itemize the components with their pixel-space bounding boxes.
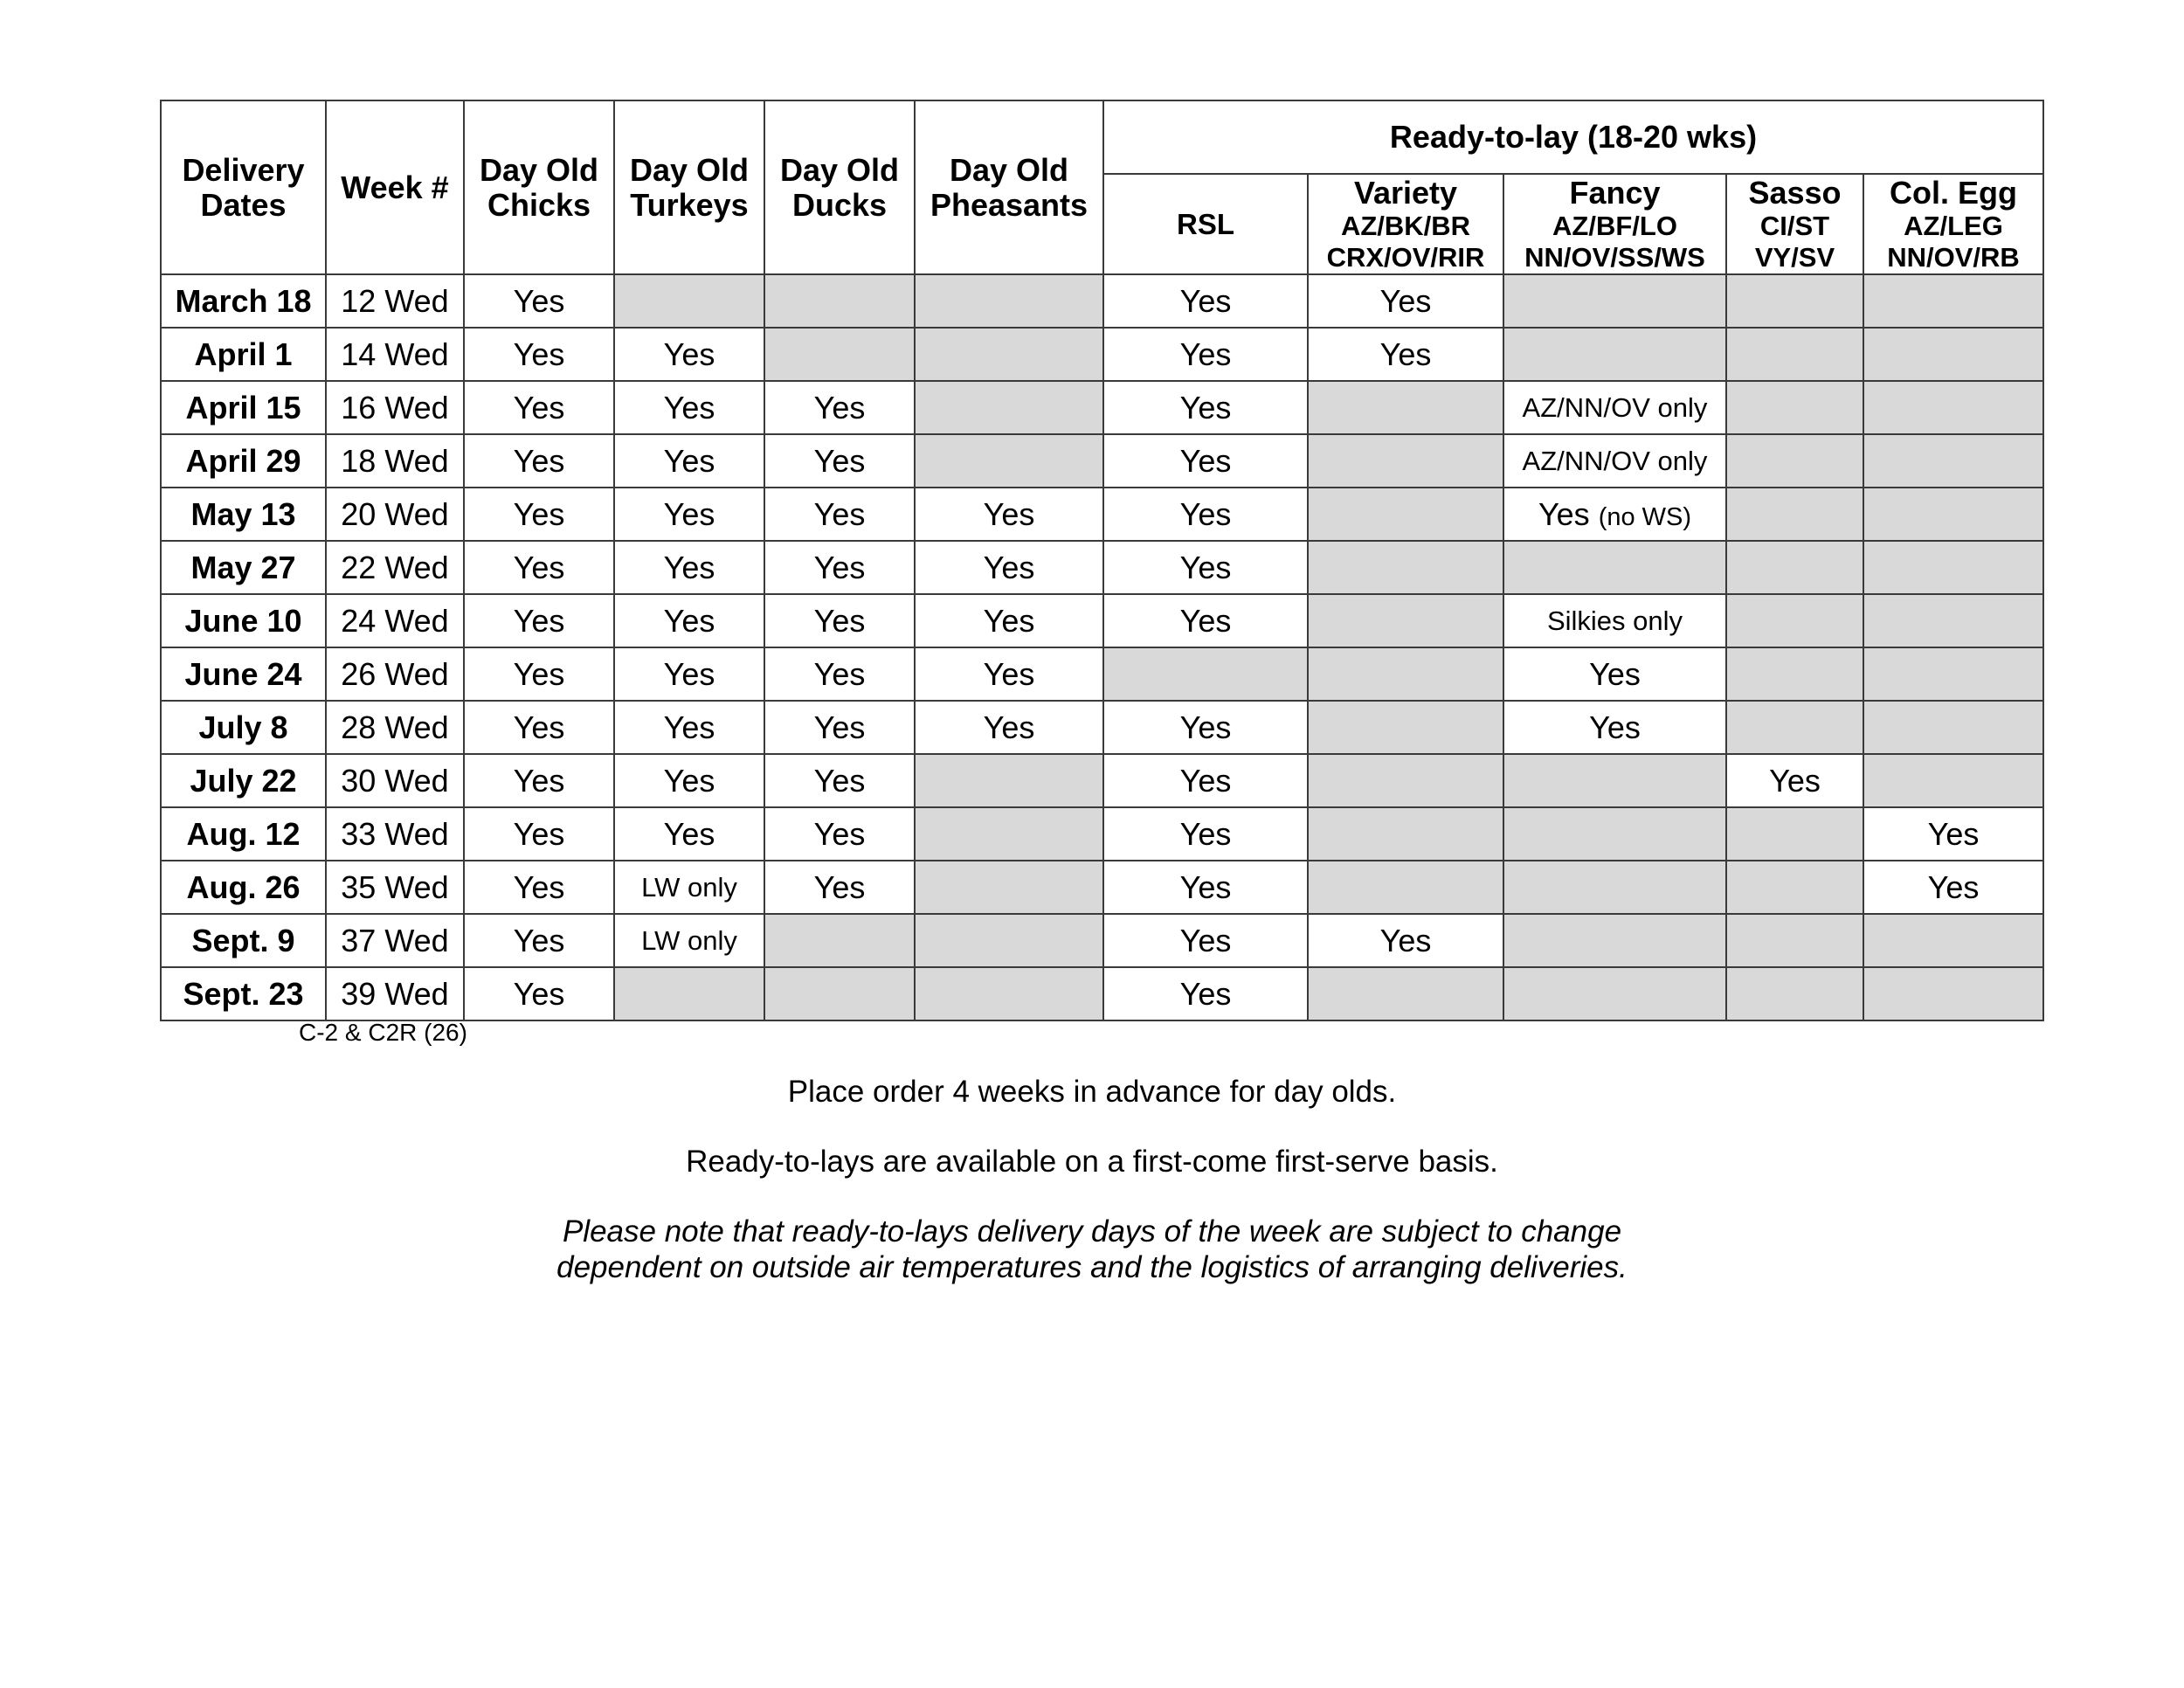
cell-chicks: Yes: [464, 488, 614, 541]
cell-turkeys: Yes: [614, 381, 764, 434]
cell-pheasants: [915, 754, 1103, 807]
cell-delivery-date: Aug. 26: [161, 861, 326, 914]
cell-week: 39 Wed: [326, 967, 464, 1020]
cell-ducks: Yes: [764, 488, 915, 541]
header-variety-breeds-2: CRX/OV/RIR: [1326, 241, 1485, 273]
header-ready-to-lay: Ready-to-lay (18-20 wks): [1103, 100, 2043, 174]
cell-sasso: [1726, 541, 1863, 594]
cell-chicks: Yes: [464, 807, 614, 861]
header-fancy-breeds-2: NN/OV/SS/WS: [1524, 241, 1705, 273]
cell-pheasants: Yes: [915, 541, 1103, 594]
header-delivery-dates-line1: Delivery: [182, 151, 305, 188]
table-header: [161, 100, 2043, 274]
cell-sasso: [1726, 274, 1863, 328]
cell-sasso: [1726, 914, 1863, 967]
table-row: [161, 967, 2043, 1020]
table-row: [161, 914, 2043, 967]
order-note: Place order 4 weeks in advance for day olds.: [787, 1075, 1397, 1109]
cell-delivery-date: June 24: [161, 647, 326, 701]
cell-fancy: AZ/NN/OV only: [1503, 434, 1726, 488]
cell-chicks: Yes: [464, 967, 614, 1020]
cell-rsl: Yes: [1103, 381, 1308, 434]
cell-ducks: [764, 274, 915, 328]
cell-fancy: [1503, 488, 1726, 541]
cell-variety: [1308, 861, 1503, 914]
cell-pheasants: [915, 967, 1103, 1020]
cell-pheasants: [915, 381, 1103, 434]
cell-ducks: Yes: [764, 754, 915, 807]
cell-pheasants: [915, 861, 1103, 914]
cell-value: Yes: [1538, 495, 1599, 532]
cell-ducks: Yes: [764, 594, 915, 647]
header-sasso-breeds-1: CI/ST: [1759, 210, 1830, 241]
table-row: [161, 328, 2043, 381]
cell-chicks: Yes: [464, 647, 614, 701]
cell-pheasants: [915, 328, 1103, 381]
cell-turkeys: Yes: [614, 488, 764, 541]
cell-fancy: [1503, 967, 1726, 1020]
cell-rsl: Yes: [1103, 274, 1308, 328]
cell-col-egg: [1863, 594, 2043, 647]
cell-col-egg: Yes: [1863, 861, 2043, 914]
cell-variety: [1308, 647, 1503, 701]
cell-week: 37 Wed: [326, 914, 464, 967]
header-fancy-breeds-1: AZ/BF/LO: [1552, 210, 1677, 241]
cell-chicks: Yes: [464, 701, 614, 754]
cell-delivery-date: Sept. 9: [161, 914, 326, 967]
cell-pheasants: [915, 914, 1103, 967]
cell-pheasants: Yes: [915, 701, 1103, 754]
cell-fancy: AZ/NN/OV only: [1503, 381, 1726, 434]
header-turkeys-line1: Day Old: [629, 151, 750, 188]
cell-sasso: [1726, 647, 1863, 701]
header-ducks: [764, 100, 915, 274]
cell-delivery-date: May 13: [161, 488, 326, 541]
cell-week: 33 Wed: [326, 807, 464, 861]
cell-chicks: Yes: [464, 914, 614, 967]
cell-delivery-date: March 18: [161, 274, 326, 328]
cell-fancy: [1503, 914, 1726, 967]
cell-week: 14 Wed: [326, 328, 464, 381]
table-row: [161, 381, 2043, 434]
cell-rsl: Yes: [1103, 701, 1308, 754]
cell-turkeys: [614, 274, 764, 328]
cell-week: 18 Wed: [326, 434, 464, 488]
cell-rsl: Yes: [1103, 434, 1308, 488]
cell-fancy: [1503, 754, 1726, 807]
cell-ducks: Yes: [764, 434, 915, 488]
cell-rsl: Yes: [1103, 754, 1308, 807]
cell-turkeys: Yes: [614, 541, 764, 594]
cell-turkeys: Yes: [614, 328, 764, 381]
cell-fancy: Silkies only: [1503, 594, 1726, 647]
cell-delivery-date: Sept. 23: [161, 967, 326, 1020]
cell-ducks: Yes: [764, 647, 915, 701]
cell-delivery-date: April 1: [161, 328, 326, 381]
cell-sasso: [1726, 434, 1863, 488]
header-pheasants: [915, 100, 1103, 274]
form-code: C-2 & C2R (26): [299, 1019, 467, 1046]
cell-pheasants: [915, 807, 1103, 861]
availability-note: Ready-to-lays are available on a first-come first-serve basis.: [686, 1145, 1498, 1179]
cell-ducks: Yes: [764, 701, 915, 754]
cell-delivery-date: Aug. 12: [161, 807, 326, 861]
cell-week: 20 Wed: [326, 488, 464, 541]
header-turkeys: [614, 100, 764, 274]
table-row: [161, 701, 2043, 754]
cell-ducks: [764, 914, 915, 967]
cell-variety: [1308, 434, 1503, 488]
cell-variety: Yes: [1308, 328, 1503, 381]
cell-turkeys: Yes: [614, 754, 764, 807]
cell-turkeys: Yes: [614, 594, 764, 647]
cell-week: 28 Wed: [326, 701, 464, 754]
header-fancy: [1503, 174, 1726, 274]
cell-week: 30 Wed: [326, 754, 464, 807]
cell-ducks: Yes: [764, 381, 915, 434]
cell-variety: Yes: [1308, 274, 1503, 328]
cell-rsl: Yes: [1103, 914, 1308, 967]
cell-turkeys: LW only: [614, 861, 764, 914]
table-row: [161, 807, 2043, 861]
cell-sasso: [1726, 381, 1863, 434]
header-fancy-title: Fancy: [1569, 174, 1661, 211]
cell-col-egg: Yes: [1863, 807, 2043, 861]
header-sasso-breeds-2: VY/SV: [1754, 241, 1835, 273]
cell-rsl: Yes: [1103, 541, 1308, 594]
cell-fancy: [1503, 541, 1726, 594]
header-variety: [1308, 174, 1503, 274]
cell-chicks: Yes: [464, 434, 614, 488]
header-col-egg: [1863, 174, 2043, 274]
header-delivery-dates-line2: Dates: [200, 186, 287, 223]
cell-chicks: Yes: [464, 541, 614, 594]
header-pheasants-line1: Day Old: [949, 151, 1069, 188]
table-row: [161, 754, 2043, 807]
cell-fancy: [1503, 328, 1726, 381]
header-rsl: RSL: [1103, 174, 1308, 274]
cell-rsl: Yes: [1103, 328, 1308, 381]
cell-week: 24 Wed: [326, 594, 464, 647]
cell-chicks: Yes: [464, 754, 614, 807]
disclaimer-line-2: dependent on outside air temperatures and the logistics of arranging deliveries.: [556, 1250, 1628, 1284]
header-variety-title: Variety: [1353, 174, 1458, 211]
cell-col-egg: [1863, 647, 2043, 701]
cell-week: 35 Wed: [326, 861, 464, 914]
cell-ducks: Yes: [764, 861, 915, 914]
cell-chicks: Yes: [464, 274, 614, 328]
cell-variety: [1308, 541, 1503, 594]
table-row: [161, 861, 2043, 914]
cell-rsl: Yes: [1103, 594, 1308, 647]
cell-col-egg: [1863, 914, 2043, 967]
header-sasso: [1726, 174, 1863, 274]
cell-sasso: [1726, 701, 1863, 754]
cell-week: 22 Wed: [326, 541, 464, 594]
cell-week: 16 Wed: [326, 381, 464, 434]
header-pheasants-line2: Pheasants: [930, 186, 1089, 223]
cell-delivery-date: July 8: [161, 701, 326, 754]
cell-fancy: [1503, 807, 1726, 861]
cell-pheasants: Yes: [915, 647, 1103, 701]
header-delivery-dates: [161, 100, 326, 274]
table-body: [161, 274, 2043, 1020]
cell-turkeys: Yes: [614, 701, 764, 754]
cell-delivery-date: April 29: [161, 434, 326, 488]
cell-col-egg: [1863, 488, 2043, 541]
cell-fancy: [1503, 861, 1726, 914]
cell-fancy: Yes: [1503, 647, 1726, 701]
cell-ducks: [764, 967, 915, 1020]
cell-pheasants: Yes: [915, 594, 1103, 647]
cell-variety: [1308, 754, 1503, 807]
cell-rsl: Yes: [1103, 807, 1308, 861]
cell-rsl: [1103, 647, 1308, 701]
cell-variety: [1308, 701, 1503, 754]
cell-chicks: Yes: [464, 328, 614, 381]
table-row: [161, 274, 2043, 328]
cell-pheasants: [915, 274, 1103, 328]
cell-fancy: [1503, 274, 1726, 328]
cell-turkeys: Yes: [614, 434, 764, 488]
cell-turkeys: Yes: [614, 807, 764, 861]
cell-ducks: Yes: [764, 807, 915, 861]
cell-sasso: [1726, 594, 1863, 647]
cell-chicks: Yes: [464, 381, 614, 434]
cell-sasso: Yes: [1726, 754, 1863, 807]
cell-sasso: [1726, 861, 1863, 914]
cell-col-egg: [1863, 274, 2043, 328]
cell-chicks: Yes: [464, 594, 614, 647]
cell-variety: [1308, 594, 1503, 647]
disclaimer-line-1: Please note that ready-to-lays delivery days of the week are subject to change: [562, 1214, 1622, 1249]
cell-delivery-date: June 10: [161, 594, 326, 647]
delivery-schedule-table: [160, 100, 2044, 1021]
cell-week: 12 Wed: [326, 274, 464, 328]
cell-chicks: Yes: [464, 861, 614, 914]
cell-variety: [1308, 807, 1503, 861]
cell-rsl: Yes: [1103, 861, 1308, 914]
header-chicks: [464, 100, 614, 274]
header-col-egg-title: Col. Egg: [1890, 174, 2017, 211]
cell-pheasants: Yes: [915, 488, 1103, 541]
cell-col-egg: [1863, 434, 2043, 488]
cell-delivery-date: April 15: [161, 381, 326, 434]
header-col-egg-breeds-2: NN/OV/RB: [1887, 241, 2020, 273]
cell-delivery-date: July 22: [161, 754, 326, 807]
cell-col-egg: [1863, 381, 2043, 434]
header-turkeys-line2: Turkeys: [630, 186, 749, 223]
cell-sasso: [1726, 807, 1863, 861]
cell-variety: Yes: [1308, 914, 1503, 967]
cell-ducks: [764, 328, 915, 381]
cell-ducks: Yes: [764, 541, 915, 594]
table-row: [161, 434, 2043, 488]
cell-turkeys: Yes: [614, 647, 764, 701]
cell-col-egg: [1863, 701, 2043, 754]
cell-col-egg: [1863, 754, 2043, 807]
cell-rsl: Yes: [1103, 488, 1308, 541]
cell-col-egg: [1863, 967, 2043, 1020]
cell-sasso: [1726, 328, 1863, 381]
header-sasso-title: Sasso: [1748, 174, 1842, 211]
cell-col-egg: [1863, 328, 2043, 381]
cell-note: (no WS): [1598, 502, 1692, 531]
cell-rsl: Yes: [1103, 967, 1308, 1020]
header-ducks-line1: Day Old: [779, 151, 900, 188]
table-row: [161, 647, 2043, 701]
cell-variety: [1308, 381, 1503, 434]
cell-pheasants: [915, 434, 1103, 488]
header-week: Week #: [326, 100, 464, 274]
table-row: [161, 541, 2043, 594]
cell-turkeys: LW only: [614, 914, 764, 967]
cell-turkeys: [614, 967, 764, 1020]
cell-sasso: [1726, 967, 1863, 1020]
header-col-egg-breeds-1: AZ/LEG: [1904, 210, 2003, 241]
table-row: [161, 594, 2043, 647]
header-chicks-line1: Day Old: [479, 151, 599, 188]
cell-week: 26 Wed: [326, 647, 464, 701]
cell-variety: [1308, 488, 1503, 541]
cell-fancy: Yes: [1503, 701, 1726, 754]
header-variety-breeds-1: AZ/BK/BR: [1340, 210, 1471, 241]
table-row: [161, 488, 2043, 541]
cell-delivery-date: May 27: [161, 541, 326, 594]
cell-variety: [1308, 967, 1503, 1020]
cell-col-egg: [1863, 541, 2043, 594]
header-chicks-line2: Chicks: [487, 186, 591, 223]
header-ducks-line2: Ducks: [791, 186, 888, 223]
cell-sasso: [1726, 488, 1863, 541]
